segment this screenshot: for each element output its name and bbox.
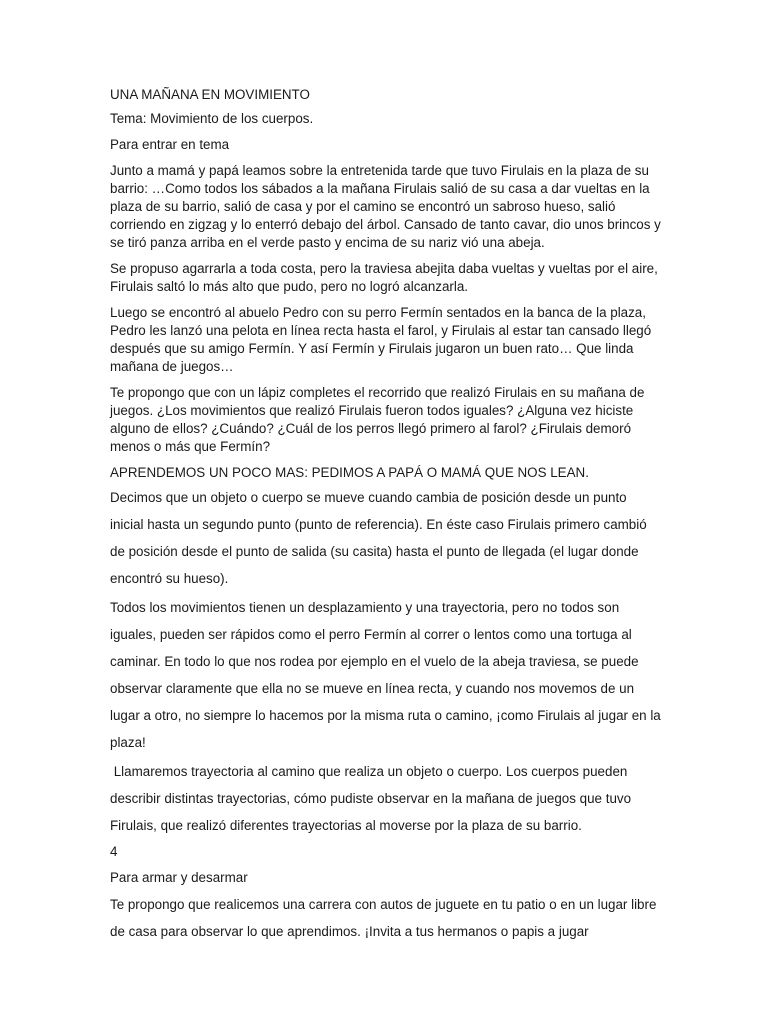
section-heading-intro: Para entrar en tema [110,137,230,152]
page-number: 4 [110,844,118,859]
learn-paragraph-3: Llamaremos trayectoria al camino que realiza un objeto o cuerpo. Los cuerpos pueden describir distintas trayectorias, cómo pudiste observar en la mañana de juegos que tuvo Firulais, que realizó diferentes trayectorias al moverse por la plaza de su barrio. [110,764,635,833]
story-paragraph-2: Se propuso agarrarla a toda costa, pero la traviesa abejita daba vueltas y vueltas por el aire, Firulais saltó lo más alto que pudo, pero no logró alcanzarla. [110,261,658,294]
document-page [110,86,662,947]
topic-line: Tema: Movimiento de los cuerpos. [110,111,314,126]
section-heading-learn: APRENDEMOS UN POCO MAS: PEDIMOS A PAPÁ O MAMÁ QUE NOS LEAN. [110,465,589,480]
activity-paragraph: Te propongo que con un lápiz completes el recorrido que realizó Firulais en su mañana de juegos. ¿Los movimientos que realizó Firulais fueron todos iguales? ¿Alguna vez hiciste alguno de ellos? ¿Cuándo? ¿Cuál de los perros llegó primero al farol? ¿Firulais demoró menos o más que Fermín? [110,385,645,454]
final-paragraph: Te propongo que realicemos una carrera con autos de juguete en tu patio o en un lugar libre de casa para observar lo que aprendimos. ¡Invita a tus hermanos o papis a jugar [110,897,657,939]
document-title: UNA MAÑANA EN MOVIMIENTO [110,87,310,102]
learn-paragraph-2: Todos los movimientos tienen un desplazamiento y una trayectoria, pero no todos son iguales, pueden ser rápidos como el perro Fermín al correr o lentos como una tortuga al caminar. En todo lo que nos rodea por ejemplo en el vuelo de la abeja traviesa, se puede observar claramente que ella no se mueve en línea recta, y cuando nos movemos de un lugar a otro, no siempre lo hacemos por la misma ruta o camino, ¡como Firulais al jugar en la plaza! [110,600,661,750]
section-heading-build: Para armar y desarmar [110,870,248,885]
learn-paragraph-1: Decimos que un objeto o cuerpo se mueve cuando cambia de posición desde un punto inicial hasta un segundo punto (punto de referencia). En éste caso Firulais primero cambió de posición desde el punto de salida (su casita) hasta el punto de llegada (el lugar donde encontró su hueso). [110,490,647,586]
story-paragraph-1: Junto a mamá y papá leamos sobre la entretenida tarde que tuvo Firulais en la plaza de su barrio: …Como todos los sábados a la mañana Firulais salió de su casa a dar vueltas en la plaza de su barrio, salió de casa y por el camino se encontró un sabroso hueso, salió corriendo en zigzag y lo enterró debajo del árbol. Cansado de tanto cavar, dio unos brincos y se tiró panza arriba en el verde pasto y encima de su nariz vió una abeja. [110,163,661,250]
story-paragraph-3: Luego se encontró al abuelo Pedro con su perro Fermín sentados en la banca de la plaza, Pedro les lanzó una pelota en línea recta hasta el farol, y Firulais al estar tan cansado llegó después que su amigo Fermín. Y así Fermín y Firulais jugaron un buen rato… Que linda mañana de juegos… [110,305,652,374]
